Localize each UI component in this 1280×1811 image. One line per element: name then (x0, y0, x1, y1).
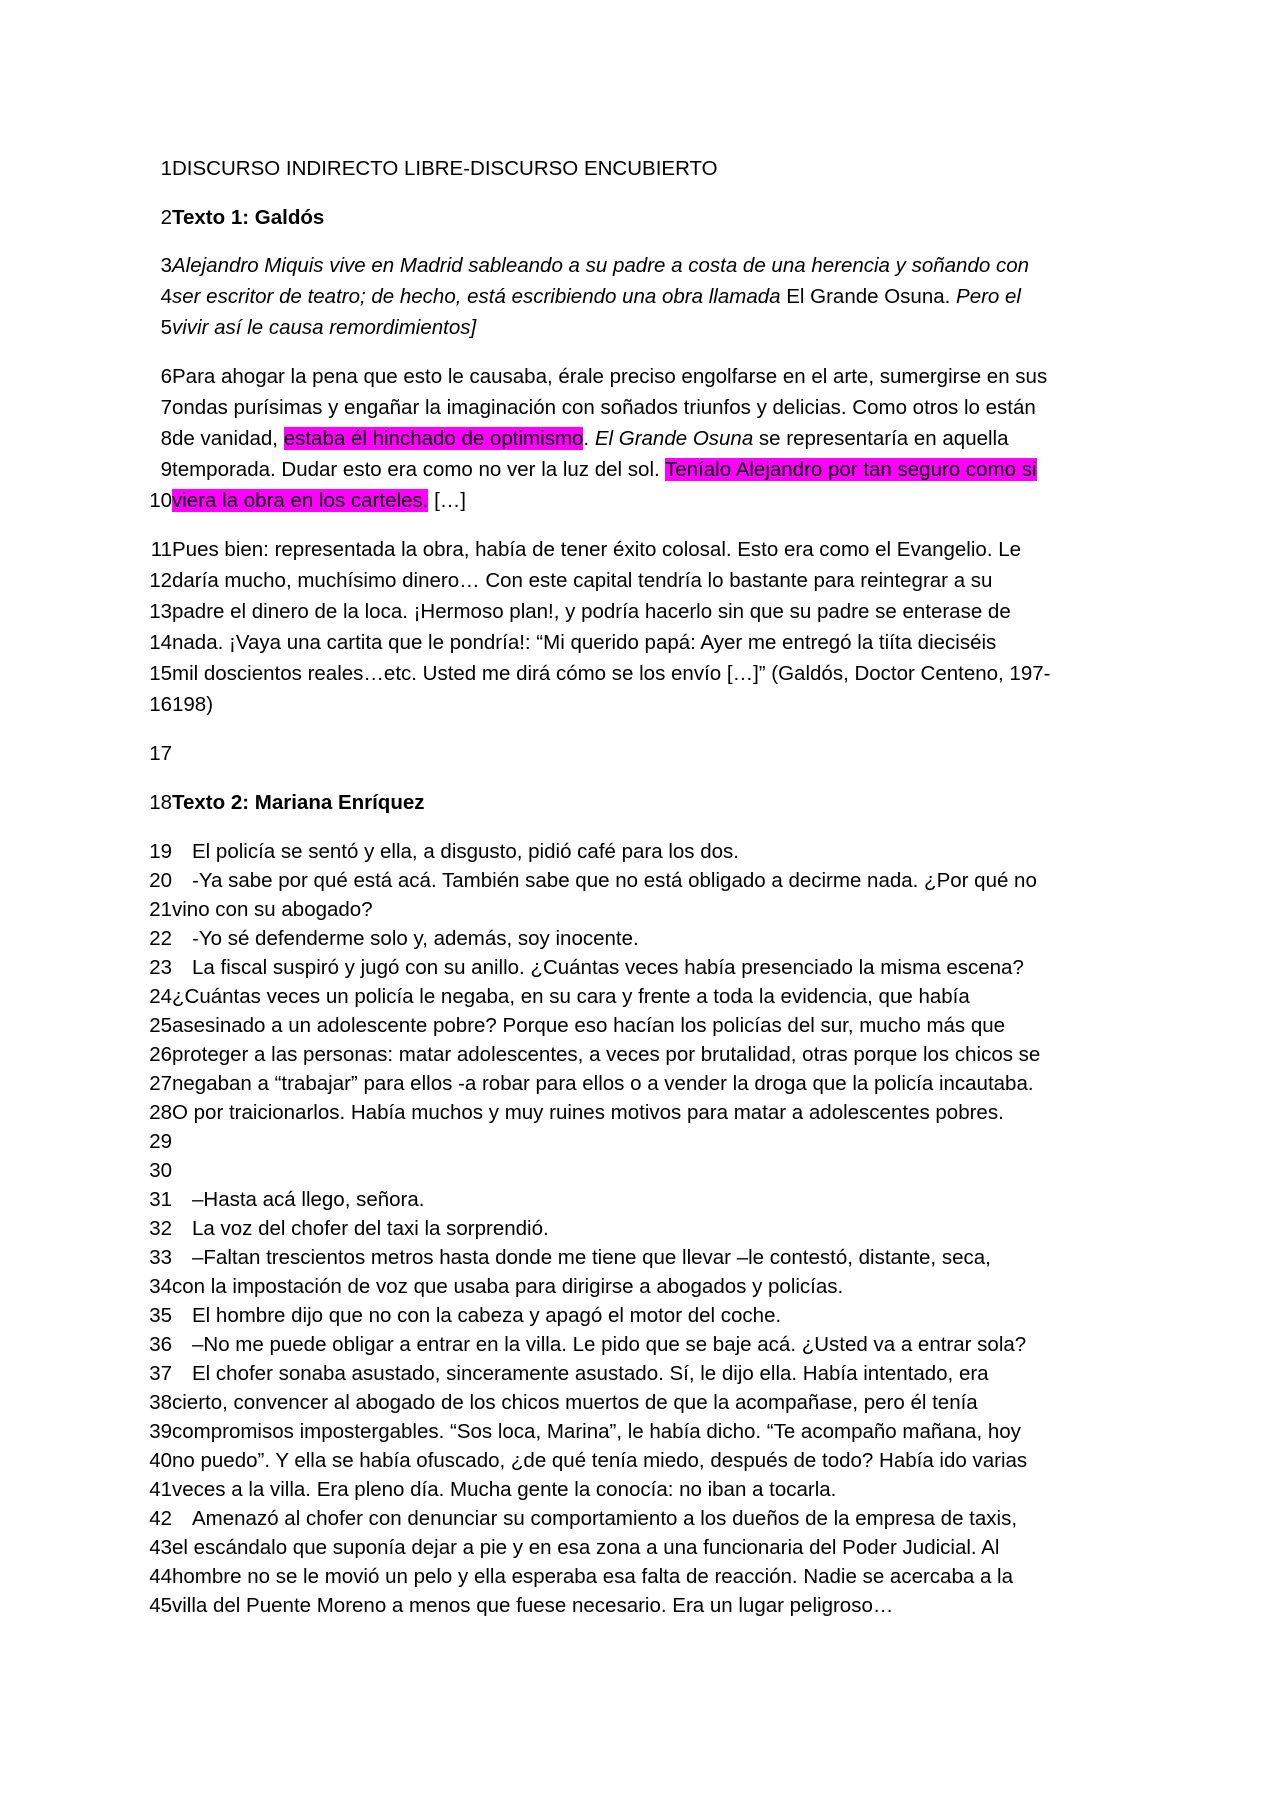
line-number: 3 (160, 254, 172, 277)
line-number: 43 (149, 1536, 172, 1559)
paragraph-line (146, 984, 1091, 1010)
line-number: 19 (149, 840, 172, 863)
line-text: Alejandro Miquis vive en Madrid sableando a su padre a costa de una herencia y soñando con (172, 254, 1029, 277)
line-number: 40 (149, 1449, 172, 1472)
line-number: 41 (149, 1478, 172, 1501)
line-number: 20 (149, 869, 172, 892)
paragraph-line (146, 1332, 1091, 1358)
line-text: La voz del chofer del taxi la sorprendió. (192, 1217, 549, 1240)
line-number: 5 (160, 316, 172, 339)
line-text: cierto, convencer al abogado de los chicos muertos de que la acompañase, pero él tenía (172, 1391, 978, 1414)
line-text: ser escritor de teatro; de hecho, está escribiendo una obra llamada (172, 285, 781, 308)
paragraph-line (146, 1158, 1091, 1184)
line-number: 21 (149, 898, 172, 921)
paragraph-line (146, 1071, 1091, 1097)
line-number: 28 (149, 1101, 172, 1124)
paragraph-line (146, 1506, 1091, 1532)
line-number: 24 (149, 985, 172, 1008)
line-number: 13 (149, 600, 172, 623)
section-heading-enriquez (146, 790, 1091, 816)
line-number: 25 (149, 1014, 172, 1037)
line-text: veces a la villa. Era pleno día. Mucha gente la conocía: no iban a tocarla. (172, 1478, 837, 1501)
line-text: -Ya sabe por qué está acá. También sabe que no está obligado a decirme nada. ¿Por qué no (192, 869, 1037, 892)
line-number: 23 (149, 956, 172, 979)
highlighted-text: estaba él hinchado de optimismo (283, 427, 584, 450)
paragraph-line (158, 284, 1103, 310)
line-number: 6 (160, 365, 172, 388)
section-heading-galdos (158, 205, 1103, 231)
paragraph-line (146, 1274, 1091, 1300)
line-number: 30 (149, 1159, 172, 1182)
line-number: 34 (149, 1275, 172, 1298)
line-text: El chofer sonaba asustado, sinceramente asustado. Sí, le dijo ella. Había intentado, era (192, 1362, 989, 1385)
line-text: Pues bien: representada la obra, había de tener éxito colosal. Esto era como el Evangelio. Le (172, 538, 1022, 561)
paragraph-line (158, 364, 1103, 390)
paragraph-line (146, 692, 1091, 718)
line-text: –Hasta acá llego, señora. (192, 1188, 425, 1211)
paragraph-line (146, 1390, 1091, 1416)
line-number: 15 (149, 662, 172, 685)
line-text: vivir así le causa remordimientos] (172, 316, 477, 339)
line-text: negaban a “trabajar” para ellos -a robar para ellos o a vender la droga que la policía incautaba. (172, 1072, 1034, 1095)
line-text: con la impostación de voz que usaba para dirigirse a abogados y policías. (172, 1275, 844, 1298)
paragraph-line (146, 741, 1091, 767)
line-text: proteger a las personas: matar adolescentes, a veces por brutalidad, otras porque los chicos se (172, 1043, 1041, 1066)
line-text: La fiscal suspiró y jugó con su anillo. ¿Cuántas veces había presenciado la misma escena? (192, 956, 1024, 979)
paragraph-line (146, 1477, 1091, 1503)
line-text: daría mucho, muchísimo dinero… Con este capital tendría lo bastante para reintegrar a su (172, 569, 993, 592)
line-number: 10 (149, 489, 172, 512)
line-number: 9 (160, 458, 172, 481)
line-number: 4 (160, 285, 172, 308)
paragraph-line (146, 1593, 1091, 1619)
paragraph-line (146, 955, 1091, 981)
line-text: vino con su abogado? (172, 898, 373, 921)
paragraph-line (146, 1042, 1091, 1068)
line-text: ondas purísimas y engañar la imaginación con soñados triunfos y delicias. Como otros lo están (172, 396, 1036, 419)
line-text: Amenazó al chofer con denunciar su comportamiento a los dueños de la empresa de taxis, (192, 1507, 1018, 1530)
paragraph-line (146, 1564, 1091, 1590)
line-number: 8 (160, 427, 172, 450)
line-number: 16 (149, 693, 172, 716)
highlighted-text: Teníalo Alejandro por tan seguro como si (665, 458, 1037, 481)
paragraph-line (146, 1303, 1091, 1329)
paragraph-line (146, 926, 1091, 952)
line-text: hombre no se le movió un pelo y ella esperaba esa falta de reacción. Nadie se acercaba a la (172, 1565, 1014, 1588)
line-number: 27 (149, 1072, 172, 1095)
line-number: 31 (149, 1188, 172, 1211)
line-text: Para ahogar la pena que esto le causaba, érale preciso engolfarse en el arte, sumergirse en sus (172, 365, 1048, 388)
line-number: 14 (149, 631, 172, 654)
line-text: ¿Cuántas veces un policía le negaba, en su cara y frente a toda la evidencia, que había (172, 985, 970, 1008)
line-number: 38 (149, 1391, 172, 1414)
line-text: El hombre dijo que no con la cabeza y apagó el motor del coche. (192, 1304, 782, 1327)
paragraph-line (146, 1419, 1091, 1445)
paragraph-line (146, 1448, 1091, 1474)
highlighted-text: viera la obra en los carteles. (172, 489, 429, 512)
line-number: 26 (149, 1043, 172, 1066)
line-text: mil doscientos reales…etc. Usted me dirá cómo se los envío […]” (Galdós, Doctor Centeno, 197- (172, 662, 1051, 685)
line-number: 42 (149, 1507, 172, 1530)
line-text: compromisos impostergables. “Sos loca, Marina”, le había dicho. “Te acompaño mañana, hoy (172, 1420, 1021, 1443)
paragraph-line (146, 1013, 1091, 1039)
paragraph-line (158, 395, 1103, 421)
line-text: no puedo”. Y ella se había ofuscado, ¿de qué tenía miedo, después de todo? Había ido varias (172, 1449, 1028, 1472)
paragraph-line (158, 457, 1103, 483)
line-text: de vanidad, (172, 427, 284, 450)
paragraph-line (146, 1216, 1091, 1242)
line-number: 11 (150, 538, 172, 561)
line-text: nada. ¡Vaya una cartita que le pondría!: “Mi querido papá: Ayer me entregó la tiíta dieciséis (172, 631, 997, 654)
doc-title (158, 156, 1103, 182)
paragraph-line (146, 839, 1091, 865)
paragraph-line (146, 568, 1091, 594)
line-text: –No me puede obligar a entrar en la villa. Le pido que se baje acá. ¿Usted va a entrar sola? (192, 1333, 1027, 1356)
line-text: temporada. Dudar esto era como no ver la luz del sol. (172, 458, 666, 481)
line-number: 17 (149, 742, 172, 765)
line-text: villa del Puente Moreno a menos que fuese necesario. Era un lugar peligroso… (172, 1594, 894, 1617)
line-text: se representaría en aquella (753, 427, 1009, 450)
paragraph-line (146, 537, 1091, 563)
line-number: 44 (149, 1565, 172, 1588)
line-number: 32 (149, 1217, 172, 1240)
paragraph-line (158, 253, 1103, 279)
paragraph-line (146, 1187, 1091, 1213)
paragraph-line (146, 1100, 1091, 1126)
line-number: 7 (160, 396, 172, 419)
line-number: 33 (149, 1246, 172, 1269)
paragraph-line (146, 1245, 1091, 1271)
work-title: El Grande Osuna (594, 427, 754, 450)
line-number: 36 (149, 1333, 172, 1356)
line-text: . (583, 427, 595, 450)
paragraph-line (146, 1361, 1091, 1387)
paragraph-line (149, 488, 1103, 514)
line-text: Texto 2: Mariana Enríquez (172, 791, 425, 814)
line-number: 18 (149, 791, 172, 814)
line-number: 39 (149, 1420, 172, 1443)
line-text: Pero el (956, 285, 1021, 308)
line-number: 12 (149, 569, 172, 592)
line-number: 1 (160, 157, 172, 180)
paragraph-line (146, 661, 1091, 687)
paragraph-line (146, 1129, 1091, 1155)
line-text: el escándalo que suponía dejar a pie y en esa zona a una funcionaria del Poder Judicial. Al (172, 1536, 1000, 1559)
paragraph-line (146, 1535, 1091, 1561)
line-text: DISCURSO INDIRECTO LIBRE-DISCURSO ENCUBIERTO (172, 157, 718, 180)
line-text: padre el dinero de la loca. ¡Hermoso plan!, y podría hacerlo sin que su padre se enterase de (172, 600, 1011, 623)
line-number: 2 (160, 206, 172, 229)
line-number: 35 (149, 1304, 172, 1327)
line-text: […] (428, 489, 466, 512)
line-text: –Faltan trescientos metros hasta donde me tiene que llevar –le contestó, distante, seca, (192, 1246, 991, 1269)
line-text: El policía se sentó y ella, a disgusto, pidió café para los dos. (192, 840, 739, 863)
line-number: 37 (149, 1362, 172, 1385)
line-number: 45 (149, 1594, 172, 1617)
paragraph-line (146, 599, 1091, 625)
paragraph-line (146, 897, 1091, 923)
paragraph-line (146, 630, 1091, 656)
line-number: 22 (149, 927, 172, 950)
line-number: 29 (149, 1130, 172, 1153)
line-text: Texto 1: Galdós (172, 206, 325, 229)
paragraph-line (146, 868, 1091, 894)
paragraph-line (158, 315, 1103, 341)
paragraph-line (158, 426, 1103, 452)
work-title: El Grande Osuna. (780, 285, 957, 308)
line-text: O por traicionarlos. Había muchos y muy ruines motivos para matar a adolescentes pobres. (172, 1101, 1004, 1124)
line-text: -Yo sé defenderme solo y, además, soy inocente. (192, 927, 639, 950)
line-text: asesinado a un adolescente pobre? Porque eso hacían los policías del sur, mucho más que (172, 1014, 1006, 1037)
line-text: 198) (172, 693, 214, 716)
